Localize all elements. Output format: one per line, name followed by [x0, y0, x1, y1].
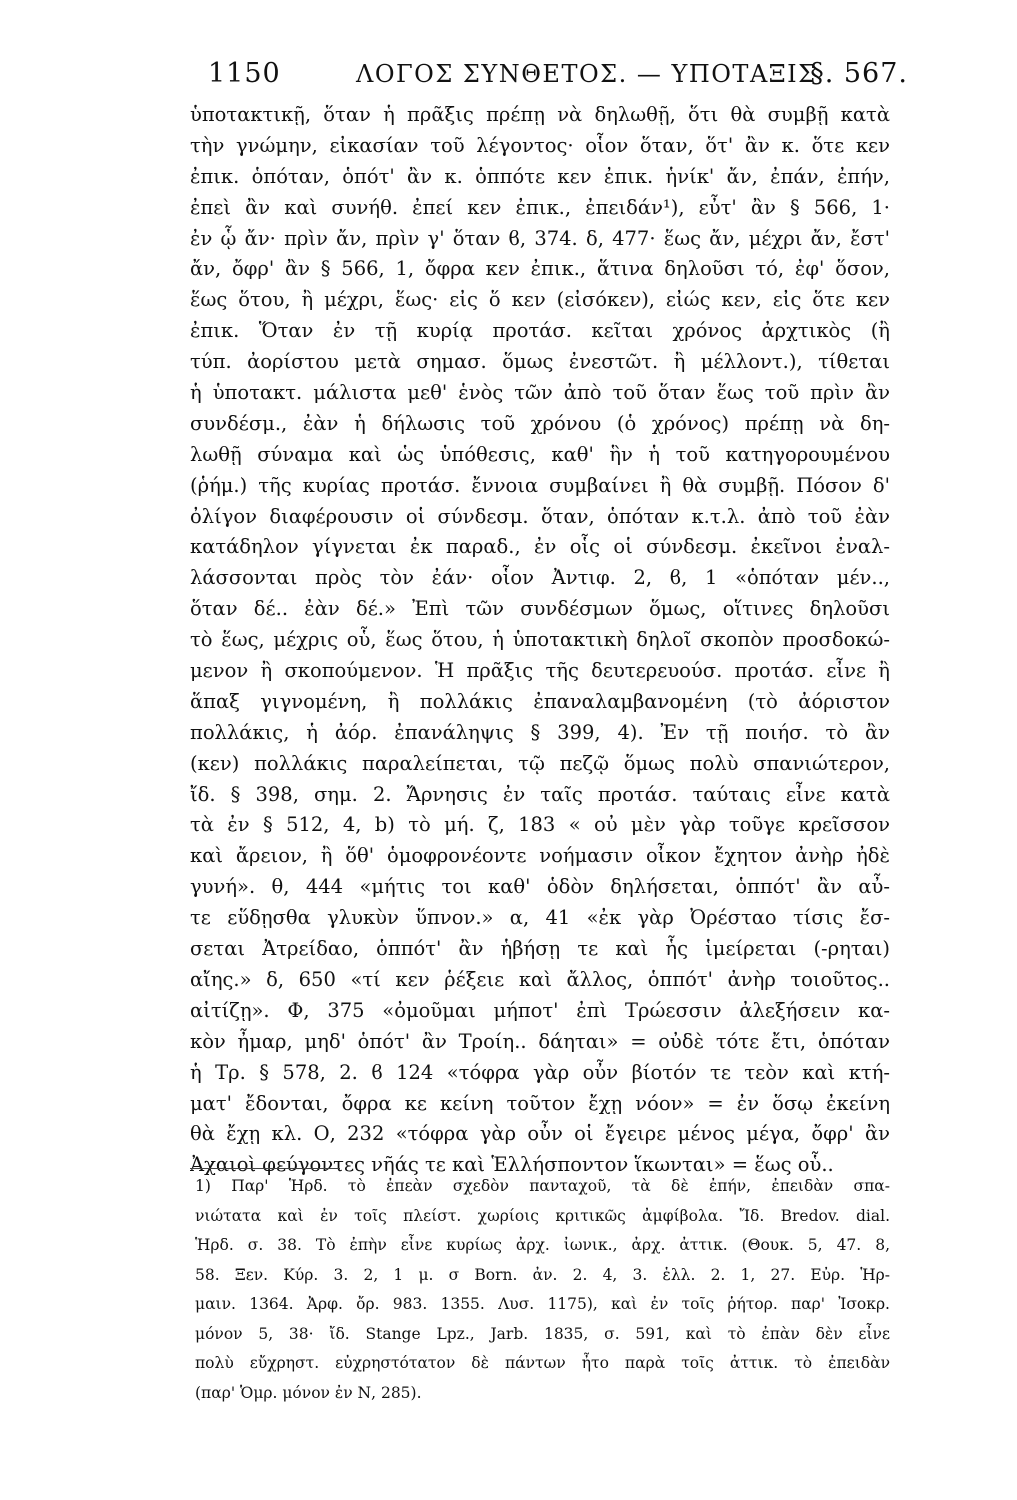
text-line: Ἀχαιοὶ φεύγοντες νῆάς τε καὶ Ἑλλήσποντον ἵκωνται» = ἕως οὗ.. — [190, 1153, 834, 1177]
footnote-line: μόνον 5, 38· ἴδ. Stange Lpz., Jarb. 1835, σ. 591, καὶ τὸ ἐπὰν δὲν εἶνε — [195, 1324, 890, 1343]
footnote-line: 1) Παρ' Ἡρδ. τὸ ἐπεὰν σχεδὸν πανταχοῦ, τὰ δὲ ἐπήν, ἐπειδὰν σπα- — [195, 1177, 890, 1195]
footnotes — [195, 1172, 890, 1408]
text-line: ἐπικ. ὁπόταν, ὁπότ' ἂν κ. ὁππότε κεν ἐπικ. ἡνίκ' ἄν, ἐπάν, ἐπήν, — [190, 164, 890, 188]
text-line: μενον ἢ σκοπούμενον. Ἡ πρᾶξις τῆς δευτερευούσ. προτάσ. εἶνε ἢ — [190, 659, 890, 683]
text-line: ἕως ὅτου, ἢ μέχρι, ἕως· εἰς ὅ κεν (εἰσόκεν), εἰώς κεν, εἰς ὅτε κεν — [190, 288, 890, 312]
footnote-line: μαιν. 1364. Ἀρφ. ὄρ. 983. 1355. Λυσ. 1175), καὶ ἐν τοῖς ῥήτορ. παρ' Ἰσοκρ. — [195, 1295, 890, 1313]
text-line: (ῥήμ.) τῆς κυρίας προτάσ. ἔννοια συμβαίνει ἢ θὰ συμβῇ. Πόσον δ' — [190, 473, 890, 497]
text-line: πολλάκις, ἡ ἀόρ. ἐπανάληψις § 399, 4). Ἐν τῇ ποιήσ. τὸ ἂν — [190, 720, 890, 744]
footnote-line: 58. Ξεν. Κύρ. 3. 2, 1 μ. σ Born. ἀν. 2. 4, 3. ἑλλ. 2. 1, 27. Εὐρ. Ἡρ- — [195, 1265, 890, 1284]
text-line: λάσσονται πρὸς τὸν ἐάν· οἷον Ἀντιφ. 2, ϐ, 1 «ὁπόταν μέν.., — [190, 566, 890, 590]
running-title: ΛΟΓΟΣ ΣΥΝΘΕΤΟΣ. — ΥΠΟΤΑΞΙΣ — [356, 60, 817, 88]
text-line: σεται Ἀτρείδαο, ὁππότ' ἂν ἡβήσῃ τε καὶ ἧς ἱμείρεται (-ρηται) — [190, 937, 890, 961]
text-line: καὶ ἄρειον, ἢ ὅθ' ὁμοφρονέοντε νοήμασιν οἶκον ἔχητον ἀνὴρ ἠδὲ — [190, 844, 890, 868]
text-line: ἅπαξ γιγνομένη, ἢ πολλάκις ἐπαναλαμβανομένη (τὸ ἀόριστον — [190, 689, 890, 713]
text-line: θὰ ἔχῃ κλ. Ο, 232 «τόφρα γὰρ οὖν οἱ ἔγειρε μένος μέγα, ὄφρ' ἂν — [190, 1122, 890, 1146]
text-line: ματ' ἔδονται, ὄφρα κε κείνη τοῦτον ἔχῃ νόον» = ἐν ὅσῳ ἐκείνη — [190, 1091, 890, 1115]
footnote-rule — [190, 1168, 340, 1169]
text-line: κατάδηλον γίγνεται ἐκ παραδ., ἐν οἷς οἱ σύνδεσμ. ἐκεῖνοι ἐναλ- — [190, 535, 890, 559]
footnote-line: (παρ' Ὁμρ. μόνον ἐν Ν, 285). — [195, 1383, 422, 1402]
text-line: συνδέσμ., ἐὰν ἡ δήλωσις τοῦ χρόνου (ὁ χρόνος) πρέπῃ νὰ δη- — [190, 411, 890, 435]
text-line: ἐπικ. Ὅταν ἐν τῇ κυρίᾳ προτάσ. κεῖται χρόνος ἀρχτικὸς (ἢ — [190, 319, 890, 343]
footnote-line: νιώτατα καὶ ἐν τοῖς πλείστ. χωρίοις κριτικῶς ἀμφίβολα. Ἴδ. Bredov. dial. — [195, 1206, 890, 1225]
text-line: λωθῇ σύναμα καὶ ὡς ὑπόθεσις, καθ' ἣν ἡ τοῦ κατηγορουμένου — [190, 442, 890, 466]
text-line: ὑποτακτικῇ, ὅταν ἡ πρᾶξις πρέπῃ νὰ δηλωθῇ, ὅτι θὰ συμβῇ κατὰ — [190, 103, 890, 126]
text-line: τὰ ἐν § 512, 4, b) τὸ μή. ζ, 183 « οὐ μὲν γὰρ τοῦγε κρεῖσσον — [190, 813, 890, 837]
text-line: ἡ Τρ. § 578, 2. ϐ 124 «τόφρα γὰρ οὖν βίοτόν τε τεὸν καὶ κτή- — [190, 1060, 890, 1084]
text-line: ἡ ὑποτακτ. μάλιστα μεθ' ἑνὸς τῶν ἀπὸ τοῦ ὅταν ἕως τοῦ πρὶν ἂν — [190, 381, 890, 405]
main-text — [190, 100, 890, 1181]
text-line: ἄν, ὄφρ' ἂν § 566, 1, ὄφρα κεν ἐπικ., ἅτινα δηλοῦσι τό, ἐφ' ὅσον, — [190, 257, 890, 281]
text-line: ἴδ. § 398, σημ. 2. Ἄρνησις ἐν ταῖς προτάσ. ταύταις εἶνε κατὰ — [190, 782, 890, 806]
footnote-line: Ἡρδ. σ. 38. Τὸ ἐπὴν εἶνε κυρίως ἀρχ. ἰωνικ., ἀρχ. ἀττικ. (Θουκ. 5, 47. 8, — [195, 1236, 890, 1254]
footnote-line: πολὺ εὔχρηστ. εὐχρηστότατον δὲ πάντων ἦτο παρὰ τοῖς ἀττικ. τὸ ἐπειδὰν — [195, 1354, 890, 1372]
section-number: §. 567. — [810, 58, 908, 89]
text-line: τε εὕδῃσθα γλυκὺν ὕπνον.» α, 41 «ἐκ γὰρ Ὀρέσταο τίσις ἔσ- — [190, 906, 890, 930]
text-line: γυνή». θ, 444 «μήτις τοι καθ' ὁδὸν δηλήσεται, ὁππότ' ἂν αὖ- — [190, 875, 890, 899]
text-line: ἐπεὶ ἂν καὶ συνήθ. ἐπεί κεν ἐπικ., ἐπειδάν¹), εὖτ' ἂν § 566, 1· — [190, 195, 890, 219]
running-head — [208, 58, 908, 98]
text-line: ὀλίγον διαφέρουσιν οἱ σύνδεσμ. ὅταν, ὁπόταν κ.τ.λ. ἀπὸ τοῦ ἐὰν — [190, 504, 890, 528]
text-line: κὸν ἦμαρ, μηδ' ὁπότ' ἂν Τροίη.. δάηται» = οὐδὲ τότε ἔτι, ὁπόταν — [190, 1029, 890, 1053]
text-line: ὅταν δέ.. ἐὰν δέ.» Ἐπὶ τῶν συνδέσμων ὅμως, οἵτινες δηλοῦσι — [190, 597, 890, 621]
text-line: τύπ. ἀορίστου μετὰ σημασ. ὅμως ἐνεστῶτ. ἢ μέλλοντ.), τίθεται — [190, 350, 890, 374]
page-number: 1150 — [208, 58, 281, 89]
text-line: αἴης.» δ, 650 «τί κεν ῥέξειε καὶ ἄλλος, ὁππότ' ἀνὴρ τοιοῦτος.. — [190, 967, 890, 991]
text-line: ἐν ᾧ ἄν· πρὶν ἄν, πρὶν γ' ὅταν ϐ, 374. δ, 477· ἕως ἄν, μέχρι ἄν, ἔστ' — [190, 226, 890, 250]
text-line: τὸ ἕως, μέχρις οὗ, ἕως ὅτου, ἡ ὑποτακτικὴ δηλοῖ σκοπὸν προσδοκώ- — [190, 628, 890, 652]
text-line: αἰτίζῃ». Φ, 375 «ὀμοῦμαι μήποτ' ἐπὶ Τρώεσσιν ἀλεξήσειν κα- — [190, 998, 890, 1022]
text-line: (κεν) πολλάκις παραλείπεται, τῷ πεζῷ ὅμως πολὺ σπανιώτερον, — [190, 751, 890, 775]
text-line: τὴν γνώμην, εἰκασίαν τοῦ λέγοντος· οἷον ὅταν, ὅτ' ἂν κ. ὅτε κεν — [190, 133, 890, 157]
